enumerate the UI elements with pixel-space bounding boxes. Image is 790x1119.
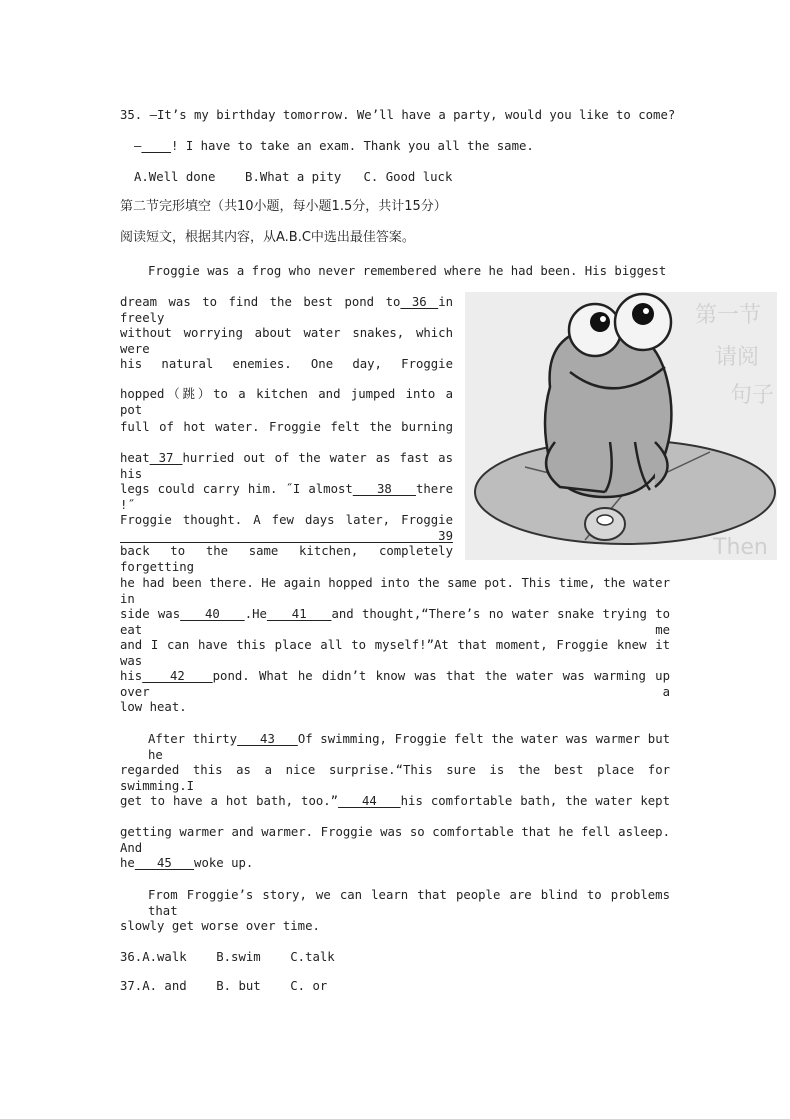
blank-38: 38	[352, 482, 416, 496]
blank-42: 42	[142, 669, 213, 683]
passage-line-1: Froggie was a frog who never remembered where he had been. His biggest	[148, 264, 667, 278]
blank-39: 39	[120, 529, 453, 543]
passage-line-7: heat 37 hurried out of the water as fast as his	[120, 451, 453, 481]
passage-line-16: After thirty 43 Of swimming, Froggie felt the water was warmer but he	[148, 732, 670, 762]
bg-text-1: 第一节	[695, 303, 762, 328]
bg-text-3: 句子	[730, 383, 775, 408]
blank-43: 43	[237, 732, 298, 746]
passage-line-15: low heat.	[120, 700, 187, 714]
answer-blank	[141, 139, 171, 153]
passage-line-8: legs could carry him. ˝I almost 38 there !˝	[120, 482, 453, 512]
reply-text: ! I have to take an exam. Thank you all the same.	[171, 139, 534, 153]
passage-line-12: side was 40 .He 41 and thought,“There’s no water snake trying to eat me	[120, 607, 670, 637]
passage-line-14: his 42 pond. What he didn’t know was that the water was warming up over a	[120, 669, 670, 699]
passage-line-11: he had been there. He again hopped into the same pot. This time, the water in	[120, 576, 670, 606]
passage-line-5: hopped（跳）to a kitchen and jumped into a pot	[120, 387, 453, 417]
blank-41: 41	[266, 607, 332, 621]
blank-45: 45	[134, 856, 195, 870]
passage-line-2: dream was to find the best pond to 36 in freely	[120, 295, 453, 325]
blank-40: 40	[180, 607, 245, 621]
passage-line-10: back to the same kitchen, completely forgetting	[120, 544, 453, 574]
blank-36: 36	[400, 295, 439, 309]
blank-37: 37	[149, 451, 183, 465]
question-35-options: A.Well done B.What a pity C. Good luck	[134, 170, 453, 184]
blank-44: 44	[338, 794, 401, 808]
passage-line-3: without worrying about water snakes, which were	[120, 326, 453, 356]
passage-line-19: getting warmer and warmer. Froggie was so comfortable that he fell asleep. And	[120, 825, 670, 855]
passage-line-13: and I can have this place all to myself!”At that moment, Froggie knew it was	[120, 638, 670, 668]
passage-line-20: he 45 woke up.	[120, 856, 254, 870]
passage-line-22: slowly get worse over time.	[120, 919, 320, 933]
section-title: 第二节完形填空（共10小题，每小题1.5分，共计15分）	[120, 199, 447, 214]
bg-text-4: Then	[713, 535, 768, 560]
section-instruction: 阅读短文，根据其内容，从A.B.C中选出最佳答案。	[120, 230, 415, 245]
question-36-options: 36.A.walk B.swim C.talk	[120, 950, 335, 964]
passage-line-18: get to have a hot bath, too.” 44 his comfortable bath, the water kept	[120, 794, 670, 808]
reply-dash: —	[134, 139, 142, 153]
passage-line-6: full of hot water. Froggie felt the burning	[120, 420, 453, 434]
question-37-options: 37.A. and B. but C. or	[120, 979, 328, 993]
frog-on-lily-pad-illustration	[465, 292, 777, 560]
question-35-stem: 35. —It’s my birthday tomorrow. We’ll have a party, would you like to come?	[120, 108, 676, 122]
passage-line-17: regarded this as a nice surprise.“This sure is the best place for swimming.I	[120, 763, 670, 793]
bg-text-2: 请阅	[715, 345, 760, 370]
passage-line-9: Froggie thought. A few days later, Froggie 39	[120, 513, 453, 543]
passage-line-4: his natural enemies. One day, Froggie	[120, 357, 453, 371]
passage-line-21: From Froggie’s story, we can learn that people are blind to problems that	[148, 888, 670, 918]
question-35-reply	[134, 138, 534, 154]
